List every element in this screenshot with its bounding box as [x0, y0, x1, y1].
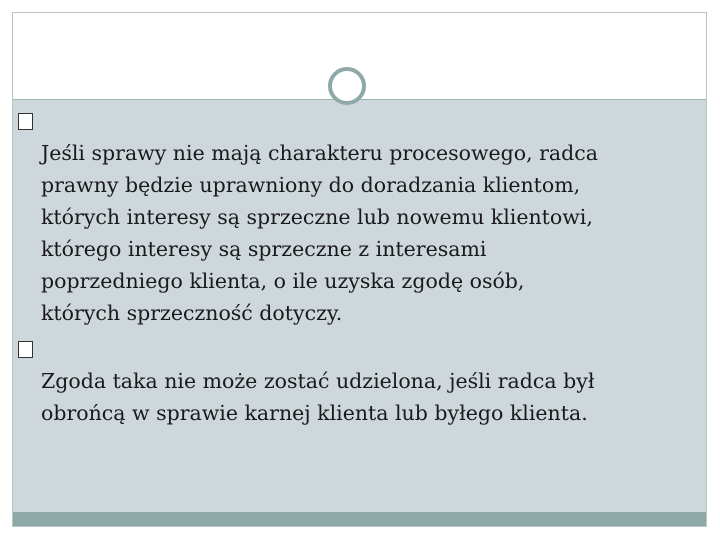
circle-ornament-icon	[328, 67, 366, 105]
bullet-box-icon	[18, 113, 33, 130]
bullet-text-1: Jeśli sprawy nie mają charakteru procesowego, radca prawny będzie uprawniony do doradzania klientom, których interesy są sprzeczne lub nowemu klientowi, którego interesy są sprzeczne z interesami poprzedniego klienta, o ile uzyska zgodę osób, których sprzeczność dotyczy.	[41, 141, 598, 325]
bullet-text-2: Zgoda taka nie może zostać udzielona, jeśli radca był obrońcą w sprawie karnej klienta lub byłego klienta.	[41, 369, 595, 425]
slide-body-text	[17, 105, 687, 433]
bullet-paragraph-2	[17, 333, 687, 429]
bullet-paragraph-1	[17, 105, 687, 329]
bottom-accent-band	[13, 512, 706, 526]
bullet-box-icon	[18, 341, 33, 358]
